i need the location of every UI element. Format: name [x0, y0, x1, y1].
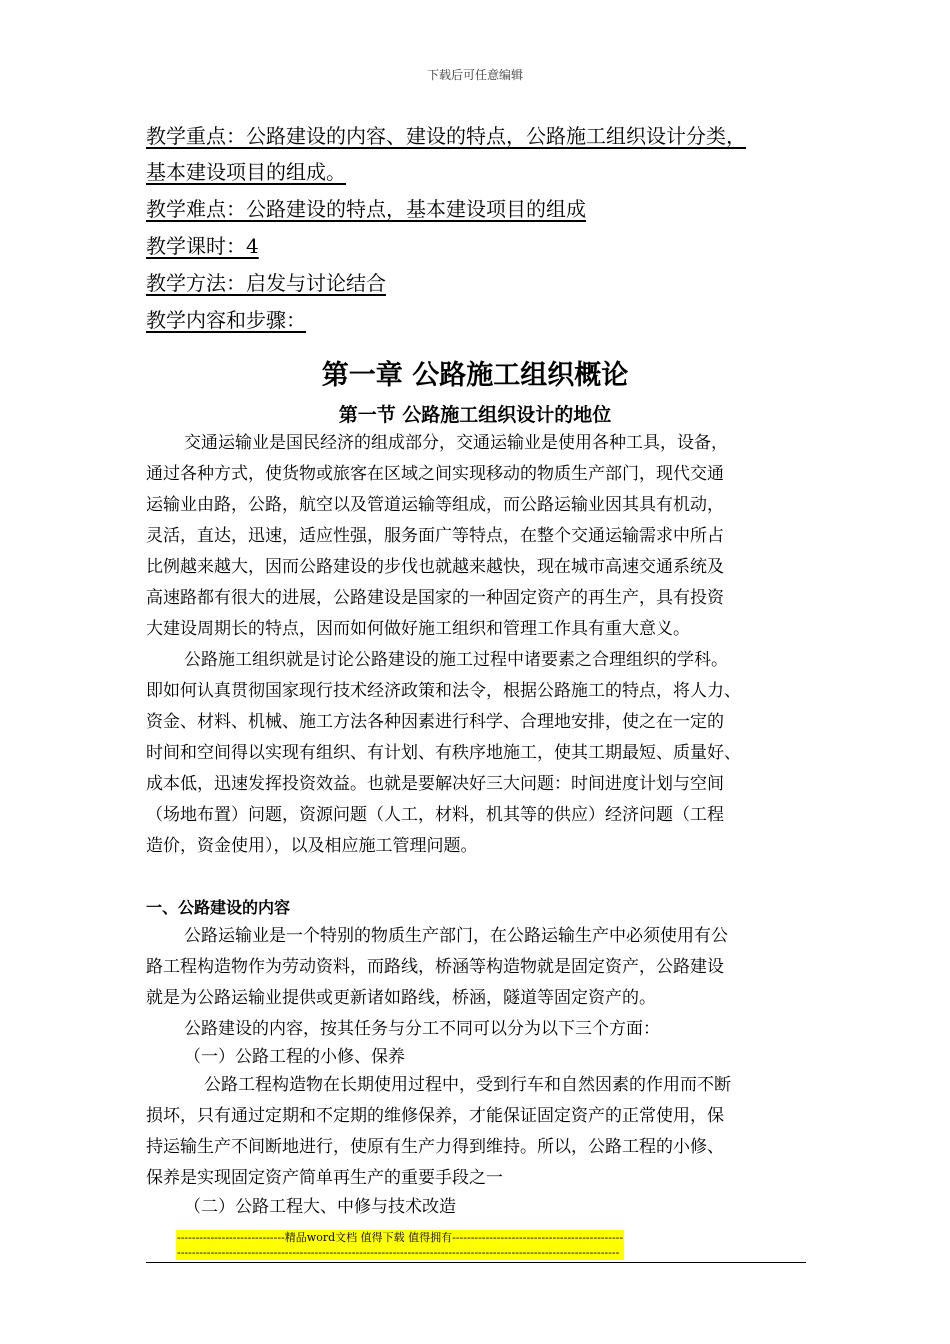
difficulties-line: 教学难点：公路建设的特点，基本建设项目的组成	[146, 197, 586, 221]
footer-banner-line1: -----------------------------精品word文档 值得下载 值得拥有----------------------------------------------	[177, 1231, 624, 1244]
heading-road-construction-content: 一、公路建设的内容	[146, 898, 291, 917]
paragraph-line: 造价，资金使用），以及相应施工管理问题。	[146, 836, 478, 856]
paragraph-line: 就是为公路运输业提供或更新诸如路线，桥涵，隧道等固定资产的。	[146, 988, 656, 1008]
header-note: 下载后可任意编辑	[426, 68, 523, 82]
paragraph-line: 成本低，迅速发挥投资效益。也就是要解决好三大问题：时间进度计划与空间	[146, 774, 724, 794]
key-points-line2: 基本建设项目的组成。	[146, 160, 346, 184]
subheading-2: （二）公路工程大、中修与技术改造	[184, 1197, 456, 1217]
section-title: 第一节 公路施工组织设计的地位	[338, 404, 612, 426]
paragraph-line: 灵活，直达，迅速，适应性强，服务面广等特点，在整个交通运输需求中所占	[146, 526, 724, 546]
paragraph-line: 时间和空间得以实现有组织、有计划、有秩序地施工，使其工期最短、质量好、	[146, 743, 741, 763]
paragraph-line: 交通运输业是国民经济的组成部分，交通运输业是使用各种工具，设备，	[184, 433, 728, 453]
paragraph-line: 大建设周期长的特点，因而如何做好施工组织和管理工作具有重大意义。	[146, 619, 690, 639]
paragraph-line: 公路工程构造物在长期使用过程中，受到行车和自然因素的作用而不断	[204, 1075, 731, 1095]
paragraph-line: 比例越来越大，因而公路建设的步伐也就越来越快，现在城市高速交通系统及	[146, 557, 724, 577]
paragraph-line: 持运输生产不间断地进行，使原有生产力得到维持。所以，公路工程的小修、	[146, 1137, 724, 1157]
paragraph-line: 高速路都有很大的进展，公路建设是国家的一种固定资产的再生产，具有投资	[146, 588, 724, 608]
footer-rule	[146, 1262, 806, 1263]
key-points-line1: 教学重点：公路建设的内容、建设的特点，公路施工组织设计分类，	[146, 124, 746, 148]
paragraph-line: 即如何认真贯彻国家现行技术经济政策和法令，根据公路施工的特点，将人力、	[146, 681, 741, 701]
steps-line: 教学内容和步骤：	[146, 308, 306, 332]
paragraph-line: 保养是实现固定资产简单再生产的重要手段之一	[146, 1168, 503, 1188]
paragraph-line: （场地布置）问题，资源问题（人工，材料，机其等的供应）经济问题（工程	[146, 805, 724, 825]
paragraph-line: 路工程构造物作为劳动资料，而路线，桥涵等构造物就是固定资产，公路建设	[146, 957, 724, 977]
paragraph-line: 公路施工组织就是讨论公路建设的施工过程中诸要素之合理组织的学科。	[184, 650, 728, 670]
paragraph-line: 通过各种方式，使货物或旅客在区域之间实现移动的物质生产部门，现代交通	[146, 464, 724, 484]
paragraph-4: 公路建设的内容，按其任务与分工不同可以分为以下三个方面：	[184, 1019, 660, 1039]
hours-line: 教学课时：4	[146, 234, 259, 258]
paragraph-line: 运输业由路，公路，航空以及管道运输等组成，而公路运输业因其具有机动，	[146, 495, 724, 515]
paragraph-line: 资金、材料、机械、施工方法各种因素进行科学、合理地安排，使之在一定的	[146, 712, 724, 732]
subheading-1: （一）公路工程的小修、保养	[184, 1047, 405, 1067]
paragraph-line: 公路运输业是一个特别的物质生产部门，在公路运输生产中必须使用有公	[184, 926, 728, 946]
chapter-title: 第一章 公路施工组织概论	[321, 360, 629, 391]
footer-banner	[176, 1230, 624, 1260]
paragraph-line: 损坏，只有通过定期和不定期的维修保养，才能保证固定资产的正常使用，保	[146, 1106, 724, 1126]
method-line: 教学方法：启发与讨论结合	[146, 271, 386, 295]
footer-banner-line2: -----------------------------------------------------------------------------------------------------------------------	[177, 1246, 620, 1259]
